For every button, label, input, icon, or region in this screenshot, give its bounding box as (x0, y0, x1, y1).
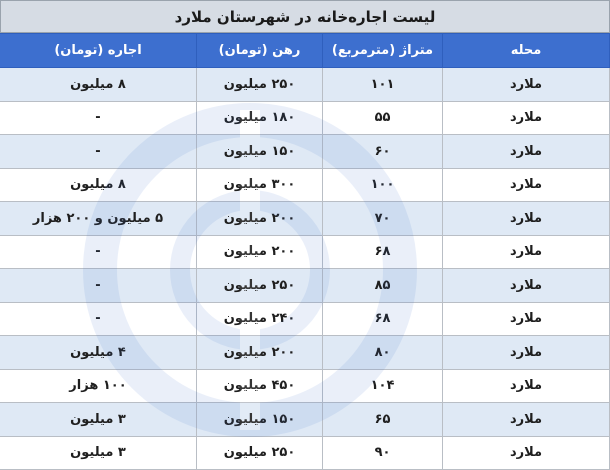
cell-size: ۹۰ (323, 436, 443, 470)
cell-size: ۱۰۰ (323, 168, 443, 202)
cell-rahn: ۲۰۰ میلیون (197, 336, 323, 370)
table-row (0, 369, 610, 403)
cell-rahn: ۲۵۰ میلیون (197, 436, 323, 470)
cell-size: ۶۸ (323, 235, 443, 269)
cell-rahn: ۴۵۰ میلیون (197, 369, 323, 403)
cell-rahn: ۲۰۰ میلیون (197, 202, 323, 236)
cell-size: ۶۸ (323, 302, 443, 336)
cell-area: ملارد (443, 269, 610, 303)
cell-area: ملارد (443, 101, 610, 135)
cell-area: ملارد (443, 68, 610, 102)
table-row (0, 168, 610, 202)
cell-rent: ۳ میلیون (0, 403, 197, 437)
cell-area: ملارد (443, 336, 610, 370)
cell-area: ملارد (443, 436, 610, 470)
cell-rahn: ۱۵۰ میلیون (197, 135, 323, 169)
table-row (0, 235, 610, 269)
cell-rent: - (0, 302, 197, 336)
cell-size: ۸۰ (323, 336, 443, 370)
table-row (0, 269, 610, 303)
cell-rahn: ۲۵۰ میلیون (197, 269, 323, 303)
rental-table (0, 33, 610, 470)
table-row (0, 68, 610, 102)
cell-area: ملارد (443, 135, 610, 169)
cell-area: ملارد (443, 168, 610, 202)
cell-rahn: ۲۰۰ میلیون (197, 235, 323, 269)
cell-rent: ۸ میلیون (0, 168, 197, 202)
cell-size: ۶۵ (323, 403, 443, 437)
cell-rent: - (0, 235, 197, 269)
cell-size: ۱۰۱ (323, 68, 443, 102)
cell-area: ملارد (443, 369, 610, 403)
column-header-rahn: رهن (تومان) (197, 34, 323, 68)
cell-rent: ۳ میلیون (0, 436, 197, 470)
cell-rahn: ۲۵۰ میلیون (197, 68, 323, 102)
cell-area: ملارد (443, 403, 610, 437)
cell-rahn: ۳۰۰ میلیون (197, 168, 323, 202)
cell-rent: - (0, 269, 197, 303)
cell-rahn: ۱۵۰ میلیون (197, 403, 323, 437)
page-title: لیست اجاره‌خانه در شهرستان ملارد (0, 0, 610, 33)
column-header-rent: اجاره (تومان) (0, 34, 197, 68)
cell-size: ۷۰ (323, 202, 443, 236)
cell-rent: ۱۰۰ هزار (0, 369, 197, 403)
cell-size: ۵۵ (323, 101, 443, 135)
cell-rent: - (0, 101, 197, 135)
cell-area: ملارد (443, 235, 610, 269)
column-header-size: متراژ (مترمربع) (323, 34, 443, 68)
cell-size: ۶۰ (323, 135, 443, 169)
cell-rent: ۵ میلیون و ۲۰۰ هزار (0, 202, 197, 236)
table-row (0, 101, 610, 135)
table-row (0, 403, 610, 437)
table-row (0, 336, 610, 370)
column-header-area: محله (443, 34, 610, 68)
cell-size: ۱۰۴ (323, 369, 443, 403)
cell-size: ۸۵ (323, 269, 443, 303)
cell-area: ملارد (443, 302, 610, 336)
cell-rahn: ۱۸۰ میلیون (197, 101, 323, 135)
cell-rahn: ۲۴۰ میلیون (197, 302, 323, 336)
cell-rent: ۴ میلیون (0, 336, 197, 370)
table-header-row (0, 34, 610, 68)
table-row (0, 202, 610, 236)
cell-rent: - (0, 135, 197, 169)
table-row (0, 302, 610, 336)
cell-rent: ۸ میلیون (0, 68, 197, 102)
cell-area: ملارد (443, 202, 610, 236)
table-row (0, 135, 610, 169)
table-row (0, 436, 610, 470)
